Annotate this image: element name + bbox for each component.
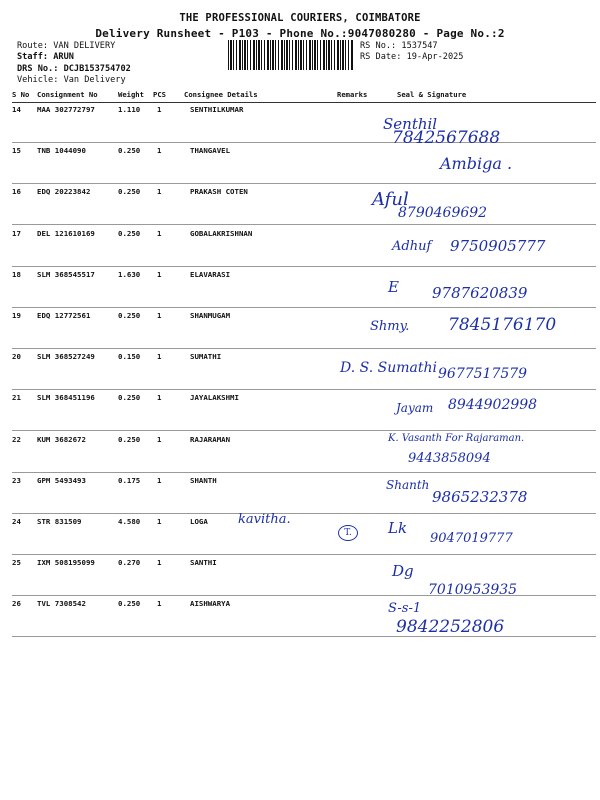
remark-handwritten: kavitha. — [238, 512, 291, 527]
table-row — [12, 266, 596, 308]
row-sno: 16 — [12, 187, 21, 197]
pcs-value: 1 — [157, 599, 162, 609]
weight-value: 0.250 — [118, 146, 141, 156]
consignment-number: SLM 368545517 — [37, 269, 95, 279]
col-pcs: PCS — [153, 90, 166, 99]
signature-phone: 8944902998 — [448, 397, 538, 414]
weight-value: 0.250 — [118, 228, 141, 238]
consignment-number: SLM 368451196 — [37, 393, 95, 403]
table-row — [12, 142, 596, 184]
remark-stamp: T. — [338, 525, 358, 541]
row-sno: 17 — [12, 228, 21, 238]
row-sno: 23 — [12, 475, 21, 485]
signature: S-s-1 — [388, 601, 422, 617]
table-row — [12, 389, 596, 431]
row-sno: 24 — [12, 517, 21, 526]
consignment-number: EDQ 20223842 — [37, 187, 91, 197]
rs-date: RS Date: 19-Apr-2025 — [360, 52, 464, 62]
signature: E — [388, 277, 399, 296]
consignment-number: DEL 121610169 — [37, 228, 95, 238]
consignee-name: SANTHI — [190, 558, 217, 568]
row-sno: 26 — [12, 599, 21, 609]
pcs-value: 1 — [157, 352, 162, 362]
signature-phone: 9842252806 — [396, 617, 505, 638]
table-row — [12, 183, 596, 225]
col-weight: Weight — [118, 90, 144, 99]
consignee-name: AISHWARYA — [190, 599, 231, 609]
weight-value: 1.110 — [118, 105, 141, 114]
table-row — [12, 595, 596, 637]
pcs-value: 1 — [157, 475, 162, 485]
signature: K. Vasanth For Rajaraman. — [388, 432, 525, 444]
route-label: Route: VAN DELIVERY — [17, 41, 116, 51]
consignee-name: RAJARAMAN — [190, 434, 231, 444]
row-sno: 20 — [12, 352, 21, 362]
signature-phone: 9677517579 — [438, 366, 528, 383]
pcs-value: 1 — [157, 393, 162, 403]
weight-value: 0.250 — [118, 599, 141, 609]
row-sno: 21 — [12, 393, 21, 403]
signature-phone: 7842567688 — [392, 128, 501, 148]
signature: Ambiga . — [440, 154, 513, 174]
weight-value: 0.150 — [118, 352, 141, 362]
row-sno: 18 — [12, 269, 21, 279]
consignee-name: SUMATHI — [190, 352, 222, 362]
drs-number: DRS No.: DCJB153754702 — [17, 64, 131, 74]
consignment-number: IXM 508195099 — [37, 558, 95, 568]
table-row — [12, 554, 596, 599]
pcs-value: 1 — [157, 558, 162, 568]
signature-phone: 7845176170 — [448, 315, 557, 335]
weight-value: 1.630 — [118, 269, 141, 279]
pcs-value: 1 — [157, 187, 162, 197]
table-row — [12, 513, 596, 555]
table-row — [12, 101, 596, 148]
row-sno: 19 — [12, 311, 21, 320]
consignee-name: THANGAVEL — [190, 146, 231, 156]
runsheet-subtitle: Delivery Runsheet - P103 - Phone No.:9047080280 - Page No.:2 — [95, 27, 505, 40]
signature-phone: 9750905777 — [450, 236, 546, 255]
consignee-name: SHANMUGAM — [190, 311, 231, 320]
pcs-value: 1 — [157, 269, 162, 279]
signature: Senthil — [383, 115, 438, 133]
col-seal: Seal & Signature — [397, 90, 467, 99]
pcs-value: 1 — [157, 517, 162, 526]
table-row — [12, 225, 596, 267]
col-remarks: Remarks — [337, 90, 368, 99]
signature-phone: 8790469692 — [398, 205, 488, 222]
consignee-name: LOGA — [190, 517, 208, 526]
consignee-name: ELAVARASI — [190, 269, 231, 279]
weight-value: 0.250 — [118, 187, 141, 197]
signature: Adhuf — [392, 238, 432, 254]
signature: Shmy. — [370, 319, 410, 334]
signature-phone: 9047019777 — [430, 531, 513, 546]
col-sno: S No — [12, 90, 30, 99]
consignment-number: SLM 368527249 — [37, 352, 95, 362]
signature-phone: 9865232378 — [432, 487, 528, 506]
vehicle-label: Vehicle: Van Delivery — [17, 75, 126, 85]
signature: Lk — [388, 519, 408, 537]
consignee-name: JAYALAKSHMI — [190, 393, 239, 403]
weight-value: 0.250 — [118, 311, 141, 320]
signature: Shanth — [386, 477, 430, 492]
table-row — [12, 472, 596, 514]
pcs-value: 1 — [157, 146, 162, 156]
consignment-number: EDQ 12772561 — [37, 311, 91, 320]
consignee-name: SENTHILKUMAR — [190, 105, 244, 114]
row-sno: 15 — [12, 146, 21, 156]
rs-number: RS No.: 1537547 — [360, 41, 438, 51]
pcs-value: 1 — [157, 311, 162, 320]
consignee-name: GOBALAKRISHNAN — [190, 228, 253, 238]
col-consignee: Consignee Details — [184, 90, 258, 99]
table-row — [12, 307, 596, 349]
signature: Aful — [372, 189, 409, 211]
consignment-number: TNB 1044090 — [37, 146, 86, 156]
weight-value: 0.175 — [118, 475, 141, 485]
row-sno: 14 — [12, 105, 21, 114]
row-sno: 25 — [12, 558, 21, 568]
pcs-value: 1 — [157, 105, 162, 114]
weight-value: 0.270 — [118, 558, 141, 568]
consignment-number: TVL 7308542 — [37, 599, 86, 609]
row-sno: 22 — [12, 434, 21, 444]
weight-value: 4.580 — [118, 517, 141, 526]
signature: Dg — [392, 562, 414, 581]
consignment-number: STR 831509 — [37, 517, 82, 526]
col-consignment: Consignment No — [37, 90, 98, 99]
signature-phone: 9787620839 — [432, 283, 528, 302]
consignee-name: SHANTH — [190, 475, 217, 485]
consignee-name: PRAKASH COTEN — [190, 187, 248, 197]
staff-label: Staff: ARUN — [17, 52, 74, 62]
barcode — [228, 40, 354, 70]
table-row — [12, 348, 596, 390]
signature-phone: 7010953935 — [428, 582, 518, 599]
company-title: THE PROFESSIONAL COURIERS, COIMBATORE — [179, 12, 421, 24]
signature-phone: 9443858094 — [408, 450, 491, 466]
consignment-number: GPM 5493493 — [37, 475, 86, 485]
table-row — [12, 431, 596, 473]
signature: Jayam — [396, 401, 434, 416]
weight-value: 0.250 — [118, 393, 141, 403]
consignment-number: MAA 302772797 — [37, 105, 95, 114]
pcs-value: 1 — [157, 228, 162, 238]
weight-value: 0.250 — [118, 434, 141, 444]
signature: D. S. Sumathi — [340, 360, 437, 377]
pcs-value: 1 — [157, 434, 162, 444]
consignment-number: KUM 3682672 — [37, 434, 86, 444]
